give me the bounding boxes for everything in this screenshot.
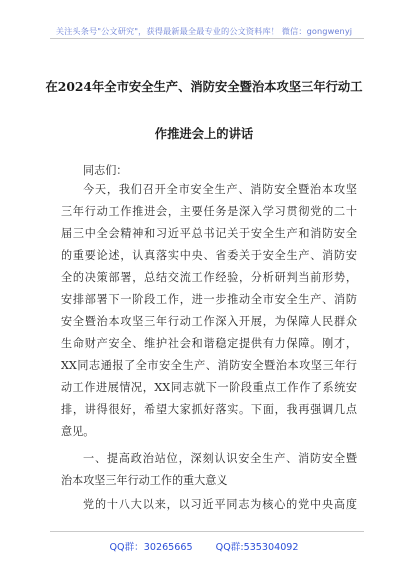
section-heading-line: 治本攻坚三年行动工作的重大意义 (61, 474, 228, 487)
document-title-line-1: 在2024年全市安全生产、消防安全暨治本攻坚三年行动工 (45, 79, 363, 94)
footer-divider (50, 531, 364, 532)
qq-group-1: QQ群：30265665 (109, 542, 193, 553)
body-line: 安全暨治本攻坚三年行动工作深入开展，为保障人民群众 (61, 315, 357, 328)
section-heading-line: 一、提高政治站位，深刻认识安全生产、消防安全暨 (83, 452, 357, 465)
body-line: 生命财产安全、维护社会和谐稳定提供有力保障。刚才， (61, 337, 357, 350)
salutation: 同志们： (83, 164, 128, 177)
body-line: 动工作进展情况，XX同志就下一阶段重点工作作了系统安 (61, 381, 357, 394)
header-divider (50, 38, 364, 39)
body-line: 意见。 (61, 425, 95, 438)
body-line: 党的十八大以来，以习近平同志为核心的党中央高度 (83, 498, 357, 511)
body-line: 届三中全会精神和习近平总书记关于安全生产和消防安全 (61, 227, 357, 240)
header-banner: 关注头条号"公文研究"，获得最新最全最专业的公文资料库！ 微信：gongwenyj (55, 26, 353, 36)
qq-group-2: QQ群:535304092 (215, 542, 299, 553)
body-line: 安排部署下一阶段工作，进一步推动全市安全生产、消防 (61, 293, 357, 306)
body-line: 三年行动工作推进会，主要任务是深入学习贯彻党的二十 (61, 205, 357, 218)
footer (0, 539, 408, 553)
body-line: 的重要论述，认真落实中央、省委关于安全生产、消防安 (61, 249, 357, 262)
document-title-line-2: 作推进会上的讲话 (154, 126, 254, 141)
body-line: XX同志通报了全市安全生产、消防安全暨治本攻坚三年行 (61, 359, 357, 372)
body-line: 排，讲得很好，希望大家抓好落实。下面，我再强调几点 (61, 403, 357, 416)
body-line: 今天，我们召开全市安全生产、消防安全暨治本攻坚 (83, 183, 357, 196)
body-line: 全的决策部署，总结交流工作经验，分析研判当前形势， (61, 271, 357, 284)
